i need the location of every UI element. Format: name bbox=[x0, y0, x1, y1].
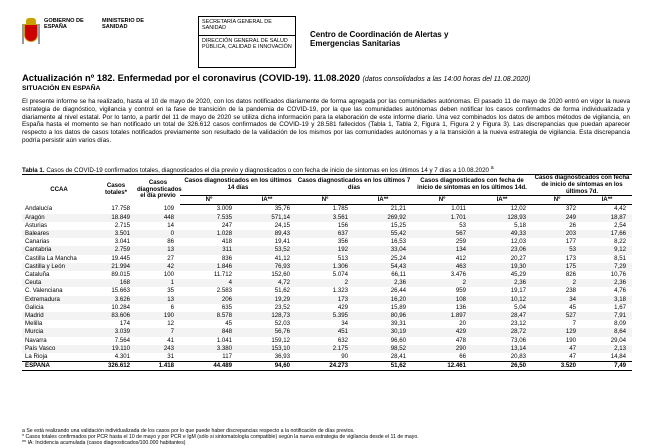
cell-value: 15.663 bbox=[111, 287, 130, 295]
cell-ccaa: Madrid bbox=[22, 312, 96, 320]
table-caption-mark: a bbox=[490, 165, 494, 171]
cell-value: 12,02 bbox=[510, 205, 527, 213]
cell-value: 567 bbox=[412, 230, 472, 238]
cell-value: 10,12 bbox=[472, 296, 532, 304]
cell-value: 259 bbox=[455, 238, 467, 246]
cell-value: 7.535 bbox=[180, 214, 238, 222]
cell-value: 14,84 bbox=[610, 353, 627, 361]
cell-value: 28,47 bbox=[472, 312, 532, 320]
coat-of-arms-icon bbox=[22, 18, 40, 48]
cell-value: 9,12 bbox=[582, 246, 632, 254]
col-n: Nº bbox=[412, 196, 472, 205]
cell-value: 89.015 bbox=[111, 271, 130, 279]
col-dia-previo: Casos diagnosticados el día previo bbox=[137, 178, 182, 200]
cell-value: 3.039 bbox=[96, 328, 136, 336]
cell-value: 19,17 bbox=[510, 287, 527, 295]
cell-ccaa: C. Valenciana bbox=[25, 287, 63, 295]
col-n: Nº bbox=[532, 196, 582, 205]
cell-value: 34 bbox=[341, 320, 349, 328]
table-row bbox=[22, 230, 632, 238]
cell-value: 372 bbox=[565, 205, 577, 213]
cell-value: 153,10 bbox=[238, 345, 296, 353]
cell-value: 2,54 bbox=[614, 221, 627, 229]
cell-value: 463 bbox=[412, 263, 472, 271]
cell-value: 7 bbox=[572, 320, 577, 328]
col-ia: IA** bbox=[238, 196, 296, 205]
cell-value: 10,76 bbox=[610, 271, 627, 279]
cell-value: 13,14 bbox=[472, 345, 532, 353]
table-row bbox=[22, 279, 632, 287]
cell-value: 1.418 bbox=[136, 362, 180, 371]
table-row bbox=[22, 271, 632, 279]
cell-value: 7 bbox=[136, 328, 180, 336]
cell-value: 177 bbox=[565, 238, 577, 246]
cell-value: 156 bbox=[337, 221, 349, 229]
cell-value: 51,62 bbox=[274, 287, 291, 295]
cell-ccaa: Extremadura bbox=[22, 296, 96, 304]
cell-value: 45 bbox=[569, 303, 577, 311]
table-row bbox=[22, 205, 632, 214]
cell-value: 4.301 bbox=[114, 353, 130, 361]
cell-value: 21,21 bbox=[390, 205, 407, 213]
cell-value: 12.461 bbox=[412, 362, 472, 371]
cell-value: 117 bbox=[222, 353, 232, 361]
cell-ccaa: Canarias bbox=[25, 238, 50, 246]
cell-value: 243 bbox=[136, 345, 180, 353]
cell-value: 15,25 bbox=[390, 221, 407, 229]
cell-value: 429 bbox=[337, 303, 349, 311]
cell-ccaa: Melilla bbox=[25, 320, 43, 328]
table-row bbox=[22, 246, 632, 254]
table-row bbox=[22, 238, 632, 246]
cell-value: 42 bbox=[136, 263, 180, 271]
cell-value: 53 bbox=[459, 221, 467, 229]
cell-value: 1.701 bbox=[412, 214, 472, 222]
cell-value: 206 bbox=[180, 296, 238, 304]
cell-value: 249 bbox=[532, 214, 582, 222]
cell-value: 136 bbox=[455, 303, 467, 311]
cell-value: 3,18 bbox=[582, 296, 632, 304]
cell-value: 168 bbox=[96, 279, 136, 287]
cell-value: 2 bbox=[296, 279, 354, 287]
col-group-diag7: Casos diagnosticados en los últimos 7 días bbox=[296, 175, 412, 196]
cell-value: 571,14 bbox=[238, 214, 296, 222]
cell-value: 429 bbox=[412, 328, 472, 336]
cell-value: 4,76 bbox=[614, 287, 627, 295]
cell-value: 7,91 bbox=[582, 312, 632, 320]
cell-value: 53 bbox=[532, 246, 582, 254]
cell-value: 20 bbox=[459, 320, 467, 328]
cell-value: 89,43 bbox=[238, 230, 296, 238]
cell-value: 159,12 bbox=[271, 336, 291, 344]
cell-value: 1.897 bbox=[412, 312, 472, 320]
directorate-label: DIRECCIÓN GENERAL DE SALUD PÚBLICA, CALIDAD E INNOVACIÓN bbox=[202, 38, 292, 51]
title-text: Actualización nº 182. Enfermedad por el coronavirus (COVID-19). 11.08.2020 bbox=[22, 72, 360, 83]
table-row bbox=[22, 304, 632, 312]
cell-value: 12 bbox=[167, 320, 174, 328]
cell-value: 96,60 bbox=[390, 336, 407, 344]
cell-value: 54,43 bbox=[354, 263, 412, 271]
cell-ccaa: ESPAÑA bbox=[22, 362, 96, 371]
table-row bbox=[22, 287, 632, 295]
title-note: (datos consolidados a las 14:00 horas del 11.08.2020) bbox=[362, 76, 531, 83]
cell-value: 174 bbox=[119, 320, 130, 328]
cell-value: 3.041 bbox=[114, 238, 130, 246]
page-title bbox=[22, 72, 531, 83]
section-heading: SITUACIÓN EN ESPAÑA bbox=[22, 85, 101, 92]
table-caption bbox=[22, 165, 494, 174]
cell-value: 41 bbox=[167, 336, 174, 344]
cell-value: 18.849 bbox=[96, 214, 136, 222]
col-ia: IA** bbox=[472, 196, 532, 205]
cell-value: 1.323 bbox=[332, 287, 349, 295]
cell-ccaa: Cantabria bbox=[22, 246, 96, 254]
cell-value: 90 bbox=[341, 353, 349, 361]
cell-value: 66 bbox=[459, 353, 467, 361]
cell-value: 175 bbox=[532, 263, 582, 271]
cell-value: 49,33 bbox=[472, 230, 532, 238]
cell-value: 2,13 bbox=[582, 345, 632, 353]
cell-value: 2.583 bbox=[216, 287, 232, 295]
cell-value: 109 bbox=[163, 205, 174, 213]
cell-value: 47 bbox=[569, 353, 577, 361]
cell-value: 128,73 bbox=[238, 312, 296, 320]
cell-value: 290 bbox=[412, 345, 472, 353]
table-row bbox=[22, 345, 632, 353]
cell-value: 1.306 bbox=[296, 263, 354, 271]
col-group-sint14: Casos diagnosticados con fecha de inicio de síntomas en los últimos 14d. bbox=[412, 175, 532, 196]
table-notes bbox=[22, 428, 622, 446]
cell-value: 129 bbox=[532, 328, 582, 336]
cell-value: 8,09 bbox=[614, 320, 627, 328]
cell-value: 0 bbox=[136, 230, 180, 238]
ministry-label: MINISTERIO DE SANIDAD bbox=[102, 18, 144, 31]
cell-value: 448 bbox=[136, 214, 180, 222]
cell-value: 47 bbox=[532, 345, 582, 353]
cell-value: 269,92 bbox=[354, 214, 412, 222]
secretariat-box bbox=[198, 16, 296, 68]
col-group-sint7: Casos diagnosticados con fecha de inicio de síntomas en los últimos 7d. bbox=[532, 175, 632, 196]
cell-value: 21.994 bbox=[96, 263, 136, 271]
cell-value: 247 bbox=[221, 221, 232, 229]
cell-value: 1.785 bbox=[332, 205, 349, 213]
cell-ccaa: Castilla La Mancha bbox=[25, 254, 77, 262]
cell-ccaa: Navarra bbox=[25, 336, 47, 344]
table-row bbox=[22, 296, 632, 304]
cell-value: 83.606 bbox=[96, 312, 136, 320]
cell-value: 20,83 bbox=[510, 353, 527, 361]
cell-value: 2,36 bbox=[354, 279, 412, 287]
cell-value: 5,04 bbox=[514, 303, 527, 311]
cell-value: 16,20 bbox=[354, 296, 412, 304]
cell-value: 238 bbox=[565, 287, 577, 295]
cell-value: 1.846 bbox=[180, 263, 238, 271]
cell-ccaa: Asturias bbox=[25, 221, 48, 229]
cell-value: 23,12 bbox=[510, 320, 527, 328]
table-row bbox=[22, 353, 632, 362]
table-header bbox=[22, 175, 632, 205]
cell-value: 24,15 bbox=[274, 221, 291, 229]
cell-value: 826 bbox=[565, 271, 577, 279]
cell-value: 19.110 bbox=[96, 345, 136, 353]
cell-value: 5.074 bbox=[332, 271, 349, 279]
cell-value: 1.028 bbox=[180, 230, 238, 238]
cell-value: 86 bbox=[167, 238, 174, 246]
cell-value: 635 bbox=[221, 303, 232, 311]
cell-value: 15,89 bbox=[390, 303, 407, 311]
cell-value: 53,52 bbox=[238, 246, 296, 254]
cell-value: 45,29 bbox=[510, 271, 527, 279]
cell-value: 35,76 bbox=[274, 205, 291, 213]
cell-value: 3.380 bbox=[180, 345, 238, 353]
cell-value: 45 bbox=[225, 320, 232, 328]
cell-value: 4,42 bbox=[614, 205, 627, 213]
cell-value: 959 bbox=[455, 287, 467, 295]
table-body bbox=[22, 205, 632, 371]
table-row bbox=[22, 312, 632, 320]
cell-value: 23,06 bbox=[472, 246, 532, 254]
cell-ccaa: Galicia bbox=[25, 303, 44, 311]
col-ia: IA** bbox=[354, 196, 412, 205]
cell-value: 8,64 bbox=[582, 328, 632, 336]
cell-ccaa: Aragón bbox=[22, 214, 96, 222]
cell-ccaa: Baleares bbox=[22, 230, 96, 238]
cell-value: 10.284 bbox=[111, 303, 130, 311]
cell-value: 3.009 bbox=[216, 205, 232, 213]
table-row bbox=[22, 337, 632, 345]
cell-value: 128,93 bbox=[472, 214, 532, 222]
cell-ccaa: Andalucía bbox=[25, 205, 53, 213]
cell-value: 190 bbox=[565, 336, 577, 344]
cell-value: 18,87 bbox=[582, 214, 632, 222]
table-total-row bbox=[22, 362, 632, 371]
cell-value: 203 bbox=[532, 230, 582, 238]
cell-value: 12,03 bbox=[510, 238, 527, 246]
document-header bbox=[22, 10, 632, 68]
cell-value: 17.758 bbox=[111, 205, 130, 213]
col-ia: IA** bbox=[582, 196, 632, 205]
cell-value: 19,29 bbox=[238, 296, 296, 304]
table-row bbox=[22, 222, 632, 230]
cases-table bbox=[22, 174, 632, 371]
cell-value: 7,49 bbox=[582, 362, 632, 371]
cell-value: 2.175 bbox=[296, 345, 354, 353]
cell-value: 26,50 bbox=[472, 362, 532, 371]
cell-value: 8,51 bbox=[614, 254, 627, 262]
cell-value: 23,52 bbox=[274, 303, 291, 311]
cell-value: 51,62 bbox=[354, 362, 412, 371]
cell-value: 33,04 bbox=[354, 246, 412, 254]
col-n: Nº bbox=[180, 196, 238, 205]
cell-value: 836 bbox=[221, 254, 232, 262]
cell-value: 192 bbox=[296, 246, 354, 254]
cell-value: 7.564 bbox=[114, 336, 130, 344]
cell-value: 2,36 bbox=[582, 279, 632, 287]
cell-value: 14 bbox=[167, 221, 174, 229]
cell-value: 35 bbox=[167, 287, 174, 295]
cell-value: 19,30 bbox=[472, 263, 532, 271]
ccaes-label: Centro de Coordinación de Alertas y Emergencias Sanitarias bbox=[310, 30, 449, 49]
cell-value: 637 bbox=[296, 230, 354, 238]
intro-paragraph: El presente informe se ha realizado, hasta el 10 de mayo de 2020, con los datos notificados diariamente de forma agregada por las comunidades autónomas. El pasado 11 de mayo de 2020 entró en vigor la nueva estrategia de diagnóstico, vigilancia y control en la fase de transición de la pandemia de COVID-19, por la que las comunidades autónomas deben notificar los casos confirmados de forma individualizada y diariamente al nivel estatal. Por lo tanto, a partir del 11 de mayo de 2020 se utiliza dicha información para la elaboración de este informe diario. Una vez combinados los datos de ambos métodos de vigilancia, en España hasta el momento se han notificado un total de 326.612 casos confirmados de COVID-19 y 28.581 fallecidos (Tabla 1, Tabla 2, Figura 1, Figura 2 y Figura 3). Las discrepancias que puedan aparecer respecto a los datos de casos totales notificados previamente son resultado de la validación de los mismos por las comunidades autónomas y a la transición a la nueva estrategia de vigilancia. Esta discrepancia podría persistir aún varios días. bbox=[22, 98, 630, 144]
cell-ccaa: Castilla y León bbox=[22, 263, 96, 271]
cell-value: 848 bbox=[180, 328, 238, 336]
col-n: Nº bbox=[296, 196, 354, 205]
cell-ccaa: Ceuta bbox=[22, 279, 96, 287]
cell-value: 25,24 bbox=[390, 254, 407, 262]
note-totales: * Casos totales confirmados por PCR hasta el 10 de mayo y por PCR e IgM (sólo si sintomatología compatible) según la nueva estrategia de vigilancia desde el 11 de mayo. bbox=[22, 434, 419, 440]
col-totales: Casos totales* bbox=[104, 182, 127, 196]
cell-value: 1.011 bbox=[451, 205, 467, 213]
cell-value: 451 bbox=[296, 328, 354, 336]
cell-value: 4 bbox=[180, 279, 238, 287]
cell-value: 1.041 bbox=[216, 336, 232, 344]
cell-value: 41,12 bbox=[274, 254, 291, 262]
cell-value: 13 bbox=[136, 296, 180, 304]
cell-value: 55,42 bbox=[354, 230, 412, 238]
table-caption-label: Tabla 1. bbox=[22, 167, 45, 175]
cell-value: 56,76 bbox=[238, 328, 296, 336]
cell-value: 326.612 bbox=[96, 362, 136, 371]
note-a: a Se está realizando una validación individualizada de los casos por lo que puede haber discrepancias respecto a la notificación de días previos. bbox=[22, 428, 355, 434]
cell-ccaa: Murcia bbox=[22, 328, 96, 336]
cell-value: 30,19 bbox=[354, 328, 412, 336]
cell-value: 17,66 bbox=[582, 230, 632, 238]
cell-value: 11.712 bbox=[213, 271, 232, 279]
cell-value: 28,41 bbox=[390, 353, 407, 361]
cell-ccaa: País Vasco bbox=[22, 345, 96, 353]
cell-value: 418 bbox=[221, 238, 232, 246]
cell-value: 52,03 bbox=[274, 320, 291, 328]
cell-value: 2,36 bbox=[472, 279, 532, 287]
cell-value: 7,29 bbox=[582, 263, 632, 271]
secretariat-label: SECRETARÍA GENERAL DE SANIDAD bbox=[199, 17, 295, 36]
cell-ccaa: La Rioja bbox=[25, 353, 48, 361]
cell-value: 39,31 bbox=[390, 320, 407, 328]
cell-value: 20,27 bbox=[510, 254, 527, 262]
cell-value: 6 bbox=[170, 303, 174, 311]
table-row bbox=[22, 328, 632, 336]
cell-value: 412 bbox=[455, 254, 467, 262]
cell-value: 28,72 bbox=[472, 328, 532, 336]
cell-value: 311 bbox=[180, 246, 238, 254]
cell-value: 2 bbox=[412, 279, 472, 287]
cell-value: 44.489 bbox=[180, 362, 238, 371]
cell-value: 76,93 bbox=[238, 263, 296, 271]
cell-value: 3.476 bbox=[450, 271, 467, 279]
cell-value: 1 bbox=[136, 279, 180, 287]
cell-value: 356 bbox=[337, 238, 349, 246]
table-row bbox=[22, 320, 632, 328]
cell-value: 5.395 bbox=[296, 312, 354, 320]
cell-value: 134 bbox=[412, 246, 472, 254]
table-caption-text: Casos de COVID-19 confirmados totales, diagnosticados el día previo y diagnosticados o con fecha de inicio de síntomas en los últimos 14 y 7 días a 10.08.2020 bbox=[46, 167, 489, 175]
cell-value: 4,72 bbox=[238, 279, 296, 287]
cell-value: 8,22 bbox=[614, 238, 627, 246]
table-row bbox=[22, 263, 632, 271]
government-logo bbox=[22, 18, 182, 60]
cell-value: 190 bbox=[136, 312, 180, 320]
cell-value: 100 bbox=[163, 271, 174, 279]
cell-value: 632 bbox=[337, 336, 349, 344]
cell-value: 16,53 bbox=[390, 238, 407, 246]
cell-value: 527 bbox=[532, 312, 582, 320]
cell-value: 1,67 bbox=[614, 303, 627, 311]
cell-value: 3.520 bbox=[532, 362, 582, 371]
cell-value: 5,18 bbox=[514, 221, 527, 229]
cell-value: 19,41 bbox=[274, 238, 291, 246]
cell-value: 80,96 bbox=[354, 312, 412, 320]
cell-value: 13 bbox=[136, 246, 180, 254]
cell-value: 108 bbox=[412, 296, 472, 304]
note-ia: ** IA: Incidencia acumulada (casos diagnosticados/100.000 habitantes) bbox=[22, 440, 186, 446]
cell-value: 27 bbox=[167, 254, 174, 262]
cell-value: 66,11 bbox=[391, 271, 407, 279]
cell-value: 3.561 bbox=[296, 214, 354, 222]
cell-value: 24.273 bbox=[296, 362, 354, 371]
col-group-diag14: Casos diagnosticados en los últimos 14 días bbox=[180, 175, 296, 196]
cell-value: 3.626 bbox=[96, 296, 136, 304]
cell-value: 173 bbox=[565, 254, 577, 262]
table-row bbox=[22, 214, 632, 222]
cell-value: 29,04 bbox=[610, 336, 627, 344]
cell-value: 2.715 bbox=[114, 221, 130, 229]
cell-value: 98,52 bbox=[354, 345, 412, 353]
cell-value: 26 bbox=[569, 221, 577, 229]
gov-label: GOBIERNO DE ESPAÑA bbox=[44, 18, 84, 31]
cell-value: 173 bbox=[296, 296, 354, 304]
table-row bbox=[22, 255, 632, 263]
cell-value: 2.759 bbox=[96, 246, 136, 254]
cell-value: 513 bbox=[337, 254, 349, 262]
cell-ccaa: Cataluña bbox=[25, 271, 50, 279]
cell-value: 94,60 bbox=[238, 362, 296, 371]
cell-value: 478 bbox=[455, 336, 467, 344]
cell-value: 152,60 bbox=[271, 271, 291, 279]
cell-value: 31 bbox=[167, 353, 174, 361]
col-ccaa: CCAA bbox=[50, 185, 68, 193]
cell-value: 36,93 bbox=[274, 353, 291, 361]
cell-value: 8.578 bbox=[180, 312, 238, 320]
cell-value: 19.445 bbox=[111, 254, 130, 262]
cell-value: 2 bbox=[532, 279, 582, 287]
cell-value: 73,06 bbox=[510, 336, 527, 344]
cell-value: 3.501 bbox=[96, 230, 136, 238]
cell-value: 26,44 bbox=[390, 287, 407, 295]
cell-value: 34 bbox=[532, 296, 582, 304]
